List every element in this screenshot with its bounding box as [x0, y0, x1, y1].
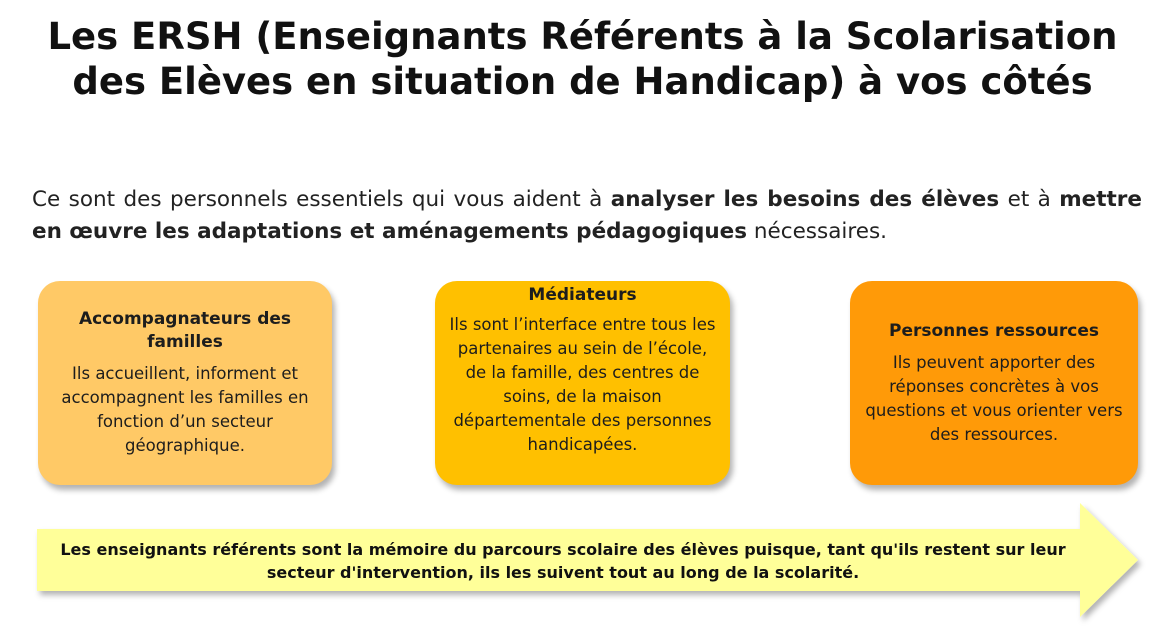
- card-text: Ils sont l’interface entre tous les partenaires au sein de l’école, de la famille, des centres de soins, de la maison départementale des personnes handicapées.: [449, 315, 716, 454]
- intro-bold-2: mettre en œuvre les adaptations et aménagements pédagogiques: [32, 187, 1142, 244]
- card-text: Ils peuvent apporter des réponses concrètes à vos questions et vous orienter vers des ressources.: [865, 352, 1123, 444]
- arrow-text: Les enseignants référents sont la mémoire du parcours scolaire des élèves puisque, tant qu'ils restent sur leur secteur d'intervention, ils les suivent tout au long de la scolarité.: [60, 540, 1066, 582]
- card-heading: Personnes ressources: [889, 320, 1099, 341]
- card-heading: Médiateurs: [528, 285, 637, 305]
- intro-text-1: Ce sont des personnels essentiels qui vous aident à: [32, 187, 611, 212]
- title-line-1: Les ERSH (Enseignants Référents à la Scolarisation: [47, 15, 1118, 58]
- intro-text-3: nécessaires.: [747, 219, 887, 244]
- card-heading: Accompagnateurs des familles: [78, 309, 292, 352]
- title-line-2: des Elèves en situation de Handicap) à vos côtés: [72, 60, 1093, 103]
- intro-bold-1: analyser les besoins des élèves: [610, 187, 1000, 212]
- card-text: Ils accueillent, informent et accompagnent les familles en fonction d’un secteur géographique.: [61, 364, 309, 455]
- intro-text-2: et à: [999, 187, 1060, 212]
